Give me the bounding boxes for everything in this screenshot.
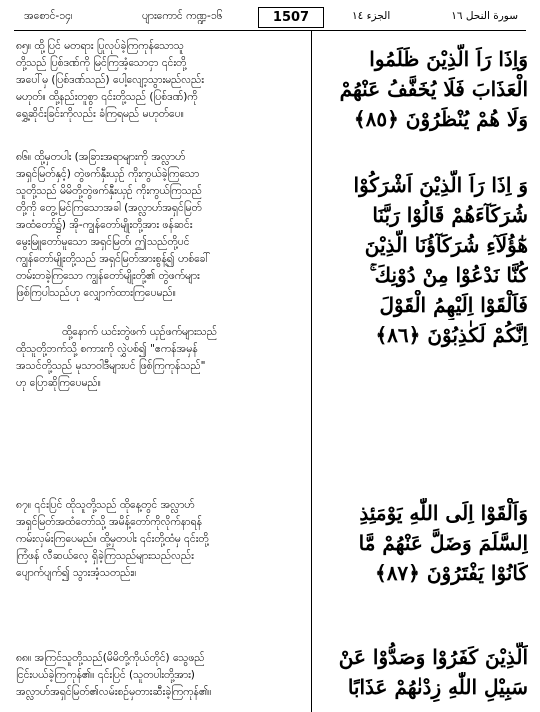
verse-86-translation: [16, 149, 306, 302]
translation-line: တို့သည် ပြစ်ဒဏ်ကို မြင်ကြအံ့သောငှာ ၎င်းတို့: [16, 57, 187, 69]
verse-87-translation: [16, 497, 306, 582]
translation-line: ၈၆။ ထို့မှတပါး (အခြားအရာများကို အလ္လာဟ်: [16, 151, 186, 163]
header-rule: [14, 30, 526, 31]
translation-line: ရွှေ့ဆိုင်းခြင်းကိုလည်း ခံကြရမည် မဟုတ်ပေ။: [16, 108, 184, 120]
translation-line: ထိုသူတို့ဘက်သို့ စကားကို လွှဲပစ်၍ "ဧကန်အမှန်: [16, 343, 198, 355]
volume-label: အစောင်-၁၄၊: [24, 10, 73, 22]
verse-88-arabic: [316, 642, 528, 702]
arabic-line: كُنَّا نَدْعُوْا مِنْ دُوْنِكَ ۚ: [369, 263, 528, 287]
translation-line: ကျွန်တော်မျိုးတို့သည် အရှင်မြတ်အားစွန့်၍ ဟစ်ခေါ်: [16, 253, 211, 265]
arabic-line: وَاَلْقَوْا اِلَى اللّٰهِ يَوْمَئِذِ: [359, 501, 528, 525]
arabic-line: اِلسَّلَمَ وَضَلَّ عَنْهُمْ مَّا: [358, 531, 528, 555]
arabic-line: شُرَكَآءَهُمْ قَالُوْا رَبَّنَا: [372, 203, 528, 227]
arabic-line: وَ اِذَا رَاَ الَّذِيْنَ اَشْرَكُوْا: [353, 173, 528, 197]
page-number: 1507: [258, 7, 324, 28]
arabic-line: الْعَذَابَ فَلَا يُخَفَّفُ عَنْهُمْ: [339, 77, 528, 101]
verse-85-arabic: [316, 44, 528, 134]
translation-line: ဖြစ်ကြပါသည်ဟု လျှောက်ထားကြပေမည်။: [16, 287, 176, 299]
translation-line: ထို့နောက် ယင်းတွဲဖက် ယှဉ်ဖက်များသည်: [62, 326, 217, 338]
translation-line: ကမ်းလှမ်းကြပေမည်။ ထို့မှတပါး ၎င်းတို့ထံမှ ၎င်းတို့: [16, 533, 209, 545]
translation-line: အသင်တို့သည် မုသာဝါဒီများပင် ဖြစ်ကြကုန်သည်": [16, 360, 206, 372]
translation-line: မဟုတ်။ ထို့နည်းတူစွာ ၎င်းတို့သည် (ပြစ်ဒဏ်)ကို: [16, 91, 198, 103]
arabic-line: سَبِيْلِ اللّٰهِ زِدْنٰهُمْ عَذَابًا: [347, 675, 528, 699]
translation-line: အပေါ်မှ (ပြစ်ဒဏ်သည်) ပေါ့လျော့သွားမည်လည်း: [16, 74, 204, 86]
verse-88-translation: [16, 650, 306, 701]
translation-line: တမ်းတခဲ့ကြသော ကျွန်တော်မျိုးတို့၏ တွဲဖက်များ: [16, 270, 200, 282]
arabic-line: فَاَلْقَوْا اِلَيْهِمُ الْقَوْلَ: [379, 293, 528, 317]
translation-line: ၈၇။ ၎င်းပြင် ထိုသူတို့သည် ထိုနေ့တွင် အလ္လာဟ်: [16, 499, 195, 511]
verse-86-arabic: [316, 170, 528, 350]
column-divider: [311, 31, 312, 712]
verse-86-continuation: [16, 324, 306, 392]
translation-line: ပျောက်ပျက်၍ သွားအံ့သတည်း။: [16, 567, 137, 579]
arabic-line: وَلَا هُمْ يُنْظَرُوْنَ ﴿٨٥﴾: [353, 107, 528, 131]
arabic-line: اِنَّكُمْ لَكٰذِبُوْنَ ﴿٨٦﴾: [375, 323, 528, 347]
arabic-line: اَلَّذِيْنَ كَفَرُوْا وَصَدُّوْا عَنْ: [338, 645, 528, 669]
page-header: [14, 6, 526, 30]
translation-line: အရှင်မြတ်အထံတော်သို့ အမိန့်တော်ကိုလိုက်နာရန်: [16, 516, 202, 528]
arabic-line: وَاِذَا رَاَ الَّذِيْنَ ظَلَمُوا: [369, 47, 528, 71]
translation-line: တို့ကို တွေ့မြင်ကြသောအခါ (အလ္လာဟ်အရှင်မြတ်: [16, 202, 202, 214]
translation-line: ၈၈။ အကြင်သူတို့သည်(မိမိတို့ကိုယ်တိုင်) သွေဖည်: [16, 652, 205, 664]
surah-label: سورة النحل ١٦: [451, 10, 518, 22]
verse-87-arabic: [316, 498, 528, 588]
verse-85-translation: [16, 38, 306, 123]
translation-line: အလ္လာဟ်အရှင်မြတ်၏လမ်းစဉ်မှတားဆီးခဲ့ကြကုန်၏။: [16, 686, 212, 698]
translation-line: ကြံဖန် လီဆယ်လေ့ ရှိခဲ့ကြသည်များသည်လည်း: [16, 550, 194, 562]
translation-line: ငြင်းပယ်ခဲ့ကြကုန်၏။ ၎င်းပြင် (သူတပါးတို့အား): [16, 669, 195, 681]
translation-line: အရှင်မြတ်နှင့်) တွဲဖက်နှီးယှဉ် ကိုးကွယ်ခဲ့ကြသော: [16, 168, 200, 180]
arabic-line: هٰٓؤُلَآءِ شُرَكَآؤُنَا الَّذِيْنَ: [364, 233, 528, 257]
translation-line: သူတို့သည် မိမိတို့တွဲဖက်နှီးယှဉ် ကိုးကွယ်ကြသည်: [16, 185, 202, 197]
translation-line: ၈၅။ ထို့ပြင် မတရား ပြုလုပ်ခဲ့ကြကုန်သောသူ: [16, 40, 184, 52]
chapter-section-label: ပျားကောင် ကဏ္ဍ-၁၆: [142, 10, 223, 22]
translation-line: မွေးမြူတော်မူသော အရှင်မြတ်၊ ဤသည်တို့ပင်: [16, 236, 190, 248]
juz-label: الجزء ١٤: [352, 10, 391, 22]
translation-line: ဟု ပြောဆိုကြပေမည်။: [16, 377, 101, 389]
translation-line: အထံတော်၌) အို-ကျွန်တော်မျိုးတို့အား ဖန်ဆင်း: [16, 219, 193, 231]
arabic-line: كَانُوْا يَفْتَرُوْنَ ﴿٨٧﴾: [374, 561, 528, 585]
